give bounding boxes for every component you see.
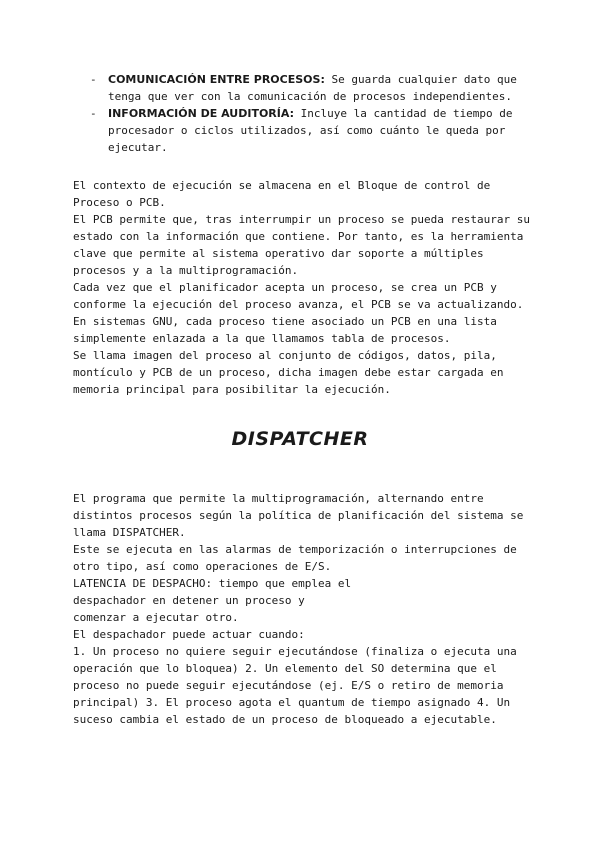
latency-line: LATENCIA DE DESPACHO: tiempo que emplea el — [73, 577, 352, 590]
latency-line: despachador en detener un proceso y — [73, 594, 305, 607]
paragraph: 1. Un proceso no quiere seguir ejecutándose (finaliza o ejecuta una operación que lo bloquea) 2. Un elemento del SO determina que el proceso no puede seguir ejecutándose (ej. E/S o retiro de memoria principal) 3. El proceso agota el quantum de tiempo asignado 4. Un suceso cambia el estado de un proceso de bloqueado a ejecutable. — [73, 645, 517, 726]
paragraph: El contexto de ejecución se almacena en el Bloque de control de Proceso o PCB. — [73, 179, 491, 209]
execution-context-section — [73, 177, 543, 398]
paragraph: Cada vez que el planificador acepta un proceso, se crea un PCB y conforme la ejecución del proceso avanza, el PCB se va actualizando. — [73, 281, 524, 311]
bullet-dash: - — [90, 107, 97, 120]
bullet-dash: - — [90, 73, 97, 86]
paragraph: El programa que permite la multiprogramación, alternando entre distintos procesos según la política de planificación del sistema se llama DISPATCHER. — [73, 492, 524, 539]
list-item-label: COMUNICACIÓN ENTRE PROCESOS: — [108, 73, 325, 86]
list-item — [90, 71, 530, 105]
paragraph: Se llama imagen del proceso al conjunto de códigos, datos, pila, montículo y PCB de un proceso, dicha imagen debe estar cargada en memoria principal para posibilitar la ejecución. — [73, 349, 504, 396]
section-title: DISPATCHER — [231, 428, 369, 450]
latency-line: comenzar a ejecutar otro. — [73, 611, 239, 624]
paragraph: El despachador puede actuar cuando: — [73, 628, 305, 641]
dispatcher-section — [73, 490, 543, 728]
list-item-text: Incluye la cantidad de tiempo de procesador o ciclos utilizados, así como cuánto le queda por ejecutar. — [108, 107, 513, 154]
pcb-fields-list — [90, 71, 530, 156]
paragraph: En sistemas GNU, cada proceso tiene asociado un PCB en una lista simplemente enlazada a la que llamamos tabla de procesos. — [73, 315, 497, 345]
list-item — [90, 105, 530, 156]
paragraph: Este se ejecuta en las alarmas de temporización o interrupciones de otro tipo, así como operaciones de E/S. — [73, 543, 517, 573]
paragraph: El PCB permite que, tras interrumpir un proceso se pueda restaurar su estado con la información que contiene. Por tanto, es la herramienta clave que permite al sistema operativo dar soporte a múltiples procesos y a la multiprogramación. — [73, 213, 530, 277]
list-item-text: Se guarda cualquier dato que tenga que ver con la comunicación de procesos independientes. — [108, 73, 517, 103]
list-item-label: INFORMACIÓN DE AUDITORÍA: — [108, 107, 294, 120]
